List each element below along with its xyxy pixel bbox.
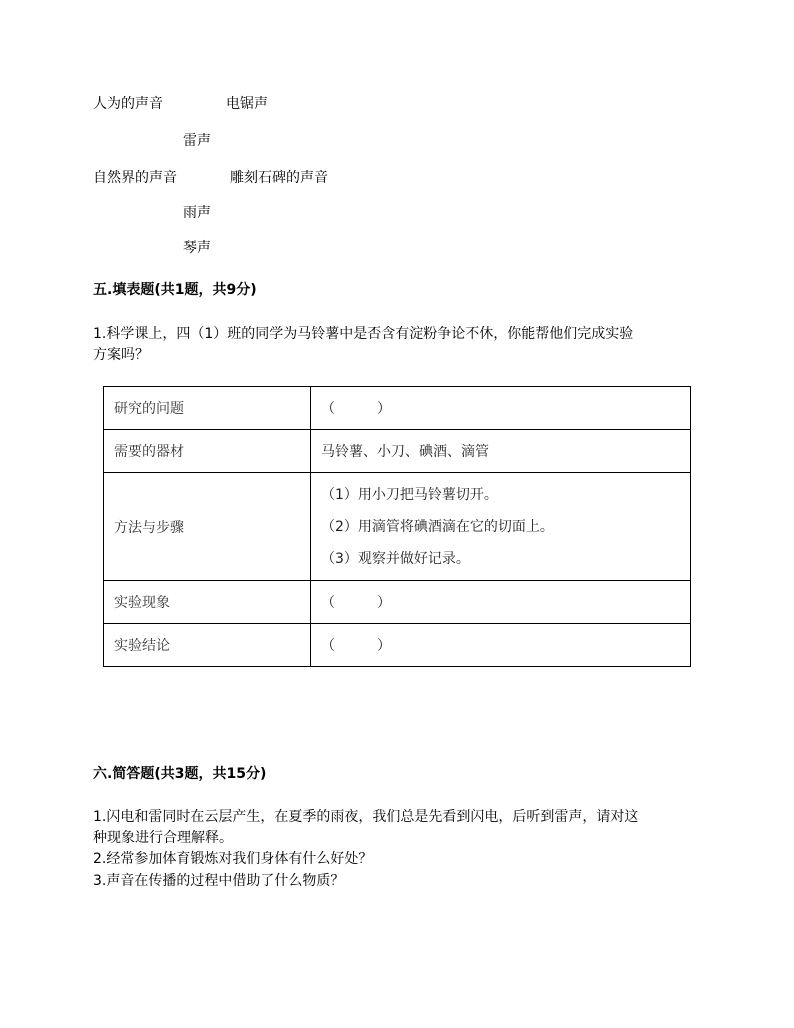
- section-6-question-1-line-2: 种现象进行合理解释。: [93, 830, 233, 846]
- method-step-1: （1）用小刀把马铃薯切开。: [321, 486, 498, 503]
- table-label-research-question: 研究的问题: [104, 387, 311, 430]
- matching-right-saw-sound: 电锯声: [226, 96, 268, 112]
- table-label-phenomenon: 实验现象: [104, 581, 311, 624]
- table-label-conclusion: 实验结论: [104, 624, 311, 667]
- matching-right-rain-sound: 雨声: [183, 205, 211, 221]
- table-row: [104, 473, 691, 581]
- method-step-2: （2）用滴管将碘酒滴在它的切面上。: [321, 518, 554, 535]
- table-row: [104, 430, 691, 473]
- section-5-question-line-1: 1.科学课上，四（1）班的同学为马铃薯中是否含有淀粉争论不休，你能帮他们完成实验: [93, 326, 634, 342]
- matching-right-carving-sound: 雕刻石碑的声音: [230, 170, 328, 186]
- section-5-question-line-2: 方案吗？: [93, 347, 149, 363]
- section-6-question-2: 2.经常参加体育锻炼对我们身体有什么好处？: [93, 851, 373, 867]
- table-value-materials: 马铃薯、小刀、碘酒、滴管: [311, 430, 691, 473]
- section-6-heading: 六.简答题(共3题，共15分): [93, 766, 267, 782]
- table-row: [104, 624, 691, 667]
- table-label-method: 方法与步骤: [104, 473, 311, 581]
- table-value-method: [311, 473, 691, 581]
- section-6-question-3: 3.声音在传播的过程中借助了什么物质？: [93, 873, 345, 889]
- table-blank-phenomenon: （ ）: [311, 581, 691, 624]
- table-label-materials: 需要的器材: [104, 430, 311, 473]
- table-row: [104, 581, 691, 624]
- matching-left-nature-sound: 自然界的声音: [93, 170, 177, 186]
- section-6-question-1-line-1: 1.闪电和雷同时在云层产生，在夏季的雨夜，我们总是先看到闪电，后听到雷声，请对这: [93, 809, 639, 825]
- matching-right-thunder-sound: 雷声: [183, 133, 211, 149]
- table-blank-research-question: （ ）: [311, 387, 691, 430]
- table-row: [104, 387, 691, 430]
- experiment-table: [103, 386, 691, 667]
- matching-left-human-sound: 人为的声音: [93, 96, 163, 112]
- section-5-heading: 五.填表题(共1题，共9分): [93, 282, 257, 298]
- table-blank-conclusion: （ ）: [311, 624, 691, 667]
- method-step-3: （3）观察并做好记录。: [321, 550, 470, 567]
- matching-right-piano-sound: 琴声: [183, 240, 211, 256]
